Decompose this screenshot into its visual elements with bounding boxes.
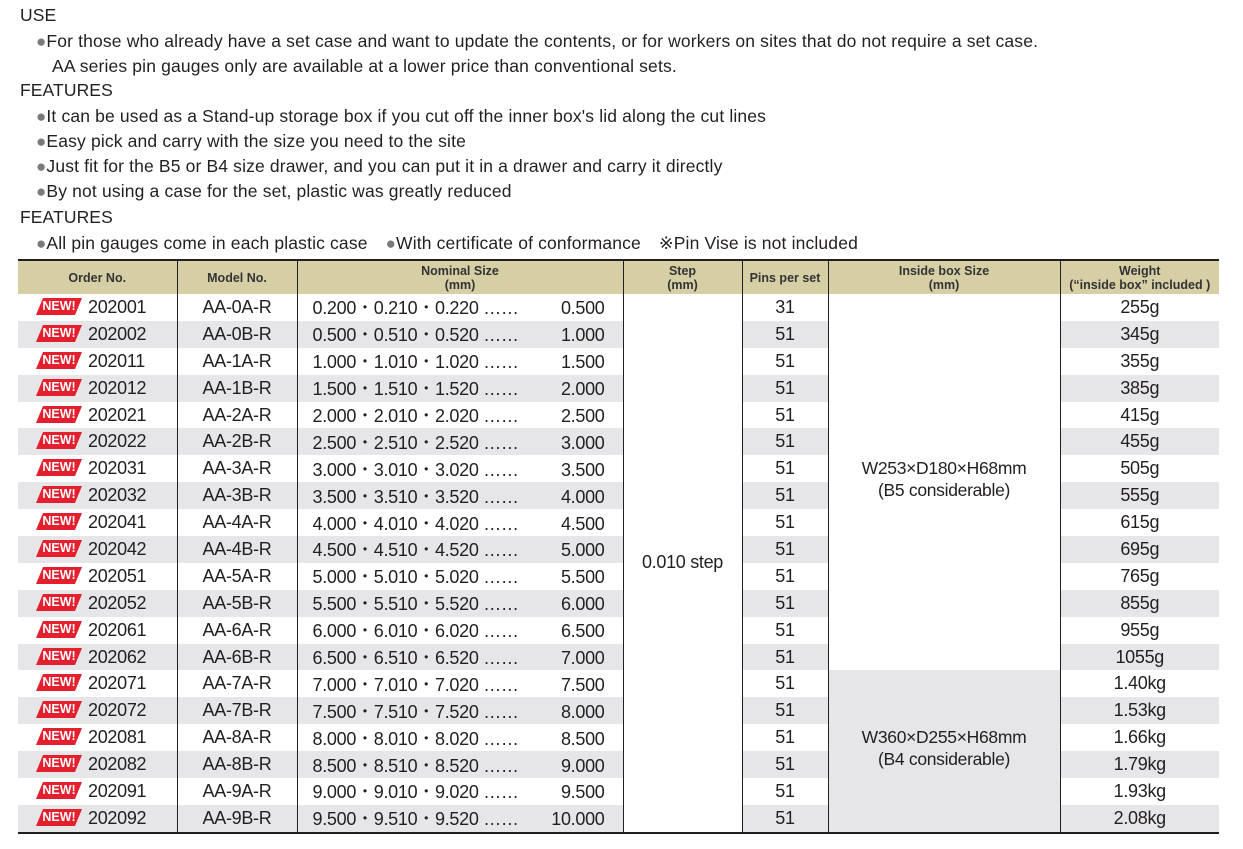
weight: 615g (1060, 509, 1219, 536)
nominal-end: 6.500 (560, 621, 605, 642)
nominal-end: 1.500 (560, 352, 605, 373)
weight: 385g (1060, 375, 1219, 402)
order-no-cell (18, 805, 177, 833)
table-row (18, 294, 1219, 321)
feature-item: All pin gauges come in each plastic case (46, 233, 368, 253)
model-no: AA-9B-R (177, 805, 297, 833)
nominal-size-cell (297, 402, 623, 429)
model-no: AA-6A-R (177, 617, 297, 644)
weight: 1.53kg (1060, 697, 1219, 724)
nominal-size-cell (297, 778, 623, 805)
order-no-cell (18, 321, 177, 348)
weight: 1.66kg (1060, 724, 1219, 751)
nominal-size-cell (297, 724, 623, 751)
order-no: 202011 (88, 350, 145, 371)
weight: 415g (1060, 402, 1219, 429)
model-no: AA-0A-R (177, 294, 297, 321)
nominal-sequence: 8.500・8.510・8.520 …… (312, 755, 519, 776)
feature-item-row (36, 233, 858, 254)
bullet-icon: ● (36, 182, 47, 201)
nominal-sequence: 5.500・5.510・5.520 …… (312, 594, 519, 615)
bullet-icon: ● (36, 32, 47, 51)
pins-per-set: 51 (742, 617, 828, 644)
model-no: AA-9A-R (177, 778, 297, 805)
model-no: AA-4B-R (177, 536, 297, 563)
pins-per-set: 51 (742, 509, 828, 536)
weight: 505g (1060, 455, 1219, 482)
nominal-end: 5.500 (560, 567, 605, 588)
model-no: AA-7A-R (177, 670, 297, 697)
nominal-sequence: 3.000・3.010・3.020 …… (312, 459, 519, 480)
pins-per-set: 51 (742, 563, 828, 590)
weight: 955g (1060, 617, 1219, 644)
weight: 255g (1060, 294, 1219, 321)
header-step: Step (mm) (623, 260, 742, 294)
header-model-no: Model No. (177, 260, 297, 294)
model-no: AA-7B-R (177, 697, 297, 724)
new-badge: NEW! (36, 486, 82, 503)
order-no: 202062 (88, 646, 147, 667)
nominal-size-cell (297, 428, 623, 455)
model-no: AA-3B-R (177, 482, 297, 509)
order-no: 202002 (88, 323, 147, 344)
nominal-end: 1.000 (560, 325, 605, 346)
pins-per-set: 51 (742, 455, 828, 482)
nominal-size-cell (297, 455, 623, 482)
new-badge: NEW! (36, 325, 82, 342)
nominal-end: 8.500 (560, 728, 605, 749)
header-inside-box-size: Inside box Size (mm) (828, 260, 1060, 294)
pins-per-set: 31 (742, 294, 828, 321)
order-no-cell (18, 778, 177, 805)
order-no-cell (18, 455, 177, 482)
use-heading: USE (20, 5, 57, 25)
table-header-row (18, 260, 1219, 294)
pins-per-set: 51 (742, 348, 828, 375)
model-no: AA-2A-R (177, 402, 297, 429)
nominal-size-cell (297, 321, 623, 348)
pins-per-set: 51 (742, 697, 828, 724)
nominal-sequence: 7.000・7.010・7.020 …… (312, 674, 519, 695)
nominal-sequence: 4.000・4.010・4.020 …… (312, 513, 519, 534)
order-no: 202032 (88, 485, 147, 506)
order-no-cell (18, 590, 177, 617)
model-no: AA-8B-R (177, 751, 297, 778)
nominal-sequence: 7.500・7.510・7.520 …… (312, 701, 519, 722)
note-text: ※Pin Vise is not included (658, 233, 858, 253)
features-heading-2: FEATURES (20, 207, 113, 227)
order-no: 202072 (88, 700, 147, 721)
header-order-no: Order No. (18, 260, 177, 294)
feature-item: ●By not using a case for the set, plastic was greatly reduced (36, 181, 512, 201)
nominal-end: 4.000 (560, 486, 605, 507)
order-no-cell (18, 751, 177, 778)
feature-item: With certificate of conformance (396, 233, 641, 253)
order-no-cell (18, 536, 177, 563)
nominal-end: 5.000 (560, 540, 605, 561)
model-no: AA-1A-R (177, 348, 297, 375)
nominal-size-cell (297, 644, 623, 671)
order-no: 202071 (88, 673, 147, 694)
new-badge: NEW! (36, 648, 82, 665)
nominal-size-cell (297, 509, 623, 536)
pins-per-set: 51 (742, 778, 828, 805)
header-nominal-size: Nominal Size (mm) (297, 260, 623, 294)
pins-per-set: 51 (742, 375, 828, 402)
nominal-sequence: 8.000・8.010・8.020 …… (312, 728, 519, 749)
use-line-2: AA series pin gauges only are available at a lower price than conventional sets. (52, 56, 677, 76)
nominal-end: 4.500 (560, 513, 605, 534)
new-badge: NEW! (36, 621, 82, 638)
new-badge: NEW! (36, 352, 82, 369)
nominal-end: 7.500 (560, 674, 605, 695)
pins-per-set: 51 (742, 805, 828, 833)
nominal-size-cell (297, 536, 623, 563)
order-no: 202022 (88, 431, 147, 452)
model-no: AA-1B-R (177, 375, 297, 402)
inside-box-size-b5: W253×D180×H68mm (B5 considerable) (828, 294, 1060, 670)
nominal-end: 8.000 (560, 701, 605, 722)
nominal-end: 6.000 (560, 594, 605, 615)
order-no-cell (18, 375, 177, 402)
bullet-icon: ● (36, 107, 47, 126)
use-line-1: ●For those who already have a set case and want to update the contents, or for workers on sites that do not require a set case. (36, 31, 1039, 51)
header-pins-per-set: Pins per set (742, 260, 828, 294)
model-no: AA-8A-R (177, 724, 297, 751)
weight: 355g (1060, 348, 1219, 375)
nominal-sequence: 9.000・9.010・9.020 …… (312, 782, 519, 803)
model-no: AA-6B-R (177, 644, 297, 671)
nominal-size-cell (297, 563, 623, 590)
nominal-size-cell (297, 482, 623, 509)
new-badge: NEW! (36, 379, 82, 396)
nominal-end: 9.000 (560, 755, 605, 776)
new-badge: NEW! (36, 567, 82, 584)
order-no-cell (18, 697, 177, 724)
order-no: 202031 (88, 458, 147, 479)
nominal-sequence: 2.500・2.510・2.520 …… (312, 432, 519, 453)
new-badge: NEW! (36, 674, 82, 691)
order-no: 202012 (88, 377, 147, 398)
nominal-sequence: 0.500・0.510・0.520 …… (312, 325, 519, 346)
pins-per-set: 51 (742, 402, 828, 429)
nominal-sequence: 2.000・2.010・2.020 …… (312, 406, 519, 426)
model-no: AA-2B-R (177, 428, 297, 455)
nominal-end: 0.500 (560, 298, 605, 319)
order-no-cell (18, 724, 177, 751)
nominal-size-cell (297, 697, 623, 724)
nominal-size-cell (297, 805, 623, 833)
nominal-end: 2.000 (560, 379, 605, 400)
model-no: AA-5B-R (177, 590, 297, 617)
order-no-cell (18, 644, 177, 671)
model-no: AA-5A-R (177, 563, 297, 590)
order-no-cell (18, 482, 177, 509)
order-no: 202051 (88, 565, 147, 586)
nominal-sequence: 6.000・6.010・6.020 …… (312, 621, 519, 642)
nominal-sequence: 5.000・5.010・5.020 …… (312, 567, 519, 588)
nominal-sequence: 1.500・1.510・1.520 …… (312, 379, 519, 400)
nominal-end: 2.500 (560, 406, 605, 426)
feature-item: ●It can be used as a Stand-up storage box if you cut off the inner box's lid along the cut lines (36, 106, 767, 126)
order-no: 202082 (88, 754, 147, 775)
nominal-size-cell (297, 294, 623, 321)
nominal-sequence: 1.000・1.010・1.020 …… (312, 352, 519, 373)
nominal-end: 7.000 (560, 648, 605, 669)
weight: 345g (1060, 321, 1219, 348)
order-no: 202092 (88, 807, 147, 828)
pins-per-set: 51 (742, 724, 828, 751)
order-no: 202042 (88, 538, 147, 559)
nominal-size-cell (297, 348, 623, 375)
model-no: AA-3A-R (177, 455, 297, 482)
order-no-cell (18, 428, 177, 455)
table-row (18, 670, 1219, 697)
inside-box-size-b4: W360×D255×H68mm (B4 considerable) (828, 670, 1060, 832)
new-badge: NEW! (36, 809, 82, 826)
weight: 1.79kg (1060, 751, 1219, 778)
weight: 455g (1060, 428, 1219, 455)
order-no-cell (18, 563, 177, 590)
model-no: AA-0B-R (177, 321, 297, 348)
model-no: AA-4A-R (177, 509, 297, 536)
new-badge: NEW! (36, 513, 82, 530)
order-no-cell (18, 348, 177, 375)
new-badge: NEW! (36, 406, 82, 423)
order-no: 202041 (88, 512, 147, 533)
pins-per-set: 51 (742, 428, 828, 455)
pin-gauge-table (18, 259, 1219, 834)
pins-per-set: 51 (742, 751, 828, 778)
order-no-cell (18, 402, 177, 429)
nominal-size-cell (297, 617, 623, 644)
nominal-sequence: 9.500・9.510・9.520 …… (312, 809, 519, 830)
order-no: 202081 (88, 727, 147, 748)
weight: 695g (1060, 536, 1219, 563)
new-badge: NEW! (36, 459, 82, 476)
nominal-size-cell (297, 375, 623, 402)
new-badge: NEW! (36, 701, 82, 718)
pins-per-set: 51 (742, 321, 828, 348)
new-badge: NEW! (36, 755, 82, 772)
pins-per-set: 51 (742, 644, 828, 671)
nominal-sequence: 6.500・6.510・6.520 …… (312, 648, 519, 669)
order-no-cell (18, 294, 177, 321)
weight: 2.08kg (1060, 805, 1219, 833)
new-badge: NEW! (36, 298, 82, 315)
order-no-cell (18, 617, 177, 644)
nominal-size-cell (297, 590, 623, 617)
header-weight: Weight (“inside box” included ) (1060, 260, 1219, 294)
pins-per-set: 51 (742, 670, 828, 697)
pins-per-set: 51 (742, 590, 828, 617)
nominal-size-cell (297, 751, 623, 778)
step-value: 0.010 step (623, 294, 742, 833)
bullet-icon: ● (36, 132, 47, 151)
order-no-cell (18, 509, 177, 536)
nominal-end: 9.500 (560, 782, 605, 803)
weight: 1.93kg (1060, 778, 1219, 805)
new-badge: NEW! (36, 782, 82, 799)
weight: 1055g (1060, 644, 1219, 671)
pins-per-set: 51 (742, 482, 828, 509)
features-heading-1: FEATURES (20, 80, 113, 100)
nominal-size-cell (297, 670, 623, 697)
order-no: 202001 (88, 296, 147, 317)
order-no: 202021 (88, 404, 147, 425)
new-badge: NEW! (36, 728, 82, 745)
nominal-sequence: 3.500・3.510・3.520 …… (312, 486, 519, 507)
new-badge: NEW! (36, 432, 82, 449)
order-no: 202091 (88, 780, 147, 801)
bullet-icon: ● (36, 157, 47, 176)
bullet-icon: ● (385, 234, 397, 253)
nominal-end: 3.500 (560, 459, 605, 480)
feature-item: ●Just fit for the B5 or B4 size drawer, and you can put it in a drawer and carry it directly (36, 156, 723, 176)
weight: 555g (1060, 482, 1219, 509)
new-badge: NEW! (36, 540, 82, 557)
pins-per-set: 51 (742, 536, 828, 563)
weight: 855g (1060, 590, 1219, 617)
nominal-sequence: 0.200・0.210・0.220 …… (312, 298, 519, 319)
bullet-icon: ● (36, 234, 47, 253)
weight: 765g (1060, 563, 1219, 590)
feature-item: ●Easy pick and carry with the size you need to the site (36, 131, 466, 151)
order-no: 202052 (88, 592, 147, 613)
weight: 1.40kg (1060, 670, 1219, 697)
order-no: 202061 (88, 619, 147, 640)
nominal-sequence: 4.500・4.510・4.520 …… (312, 540, 519, 561)
nominal-end: 3.000 (560, 432, 605, 453)
nominal-end: 10.000 (551, 809, 605, 830)
new-badge: NEW! (36, 594, 82, 611)
order-no-cell (18, 670, 177, 697)
